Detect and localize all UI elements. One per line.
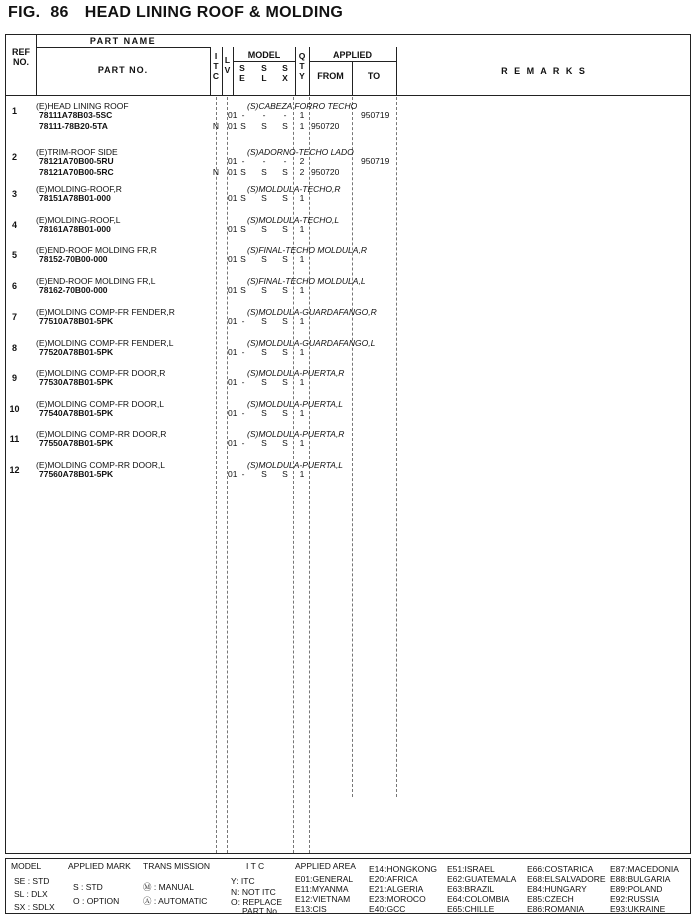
part-name-english: (E)MOLDING COMP-FR FENDER,L xyxy=(36,338,174,348)
part-name-spanish: (S)MOLDULA-GUARDAFANGO,R xyxy=(247,307,377,317)
level-value: 01 xyxy=(228,469,238,479)
model-sl-mark: S xyxy=(261,254,267,264)
model-sl-mark: S xyxy=(261,438,267,448)
quantity: 1 xyxy=(299,110,305,120)
model-sx-mark: S xyxy=(282,377,288,387)
ref-number: 10 xyxy=(9,404,20,414)
part-name-spanish: (S)FINAL-TECHO MOLDULA,R xyxy=(247,245,367,255)
model-sl-mark: S xyxy=(261,347,267,357)
legend-area-e40: E40:GCC xyxy=(369,904,406,914)
applied-from: 950720 xyxy=(311,167,340,177)
legend-sx: SX : SDLX xyxy=(14,902,55,912)
applied-header: APPLIED xyxy=(332,50,372,60)
model-sl-mark: - xyxy=(262,156,266,166)
model-sl-mark: S xyxy=(261,167,267,177)
part-name-english: (E)MOLDING COMP-FR FENDER,R xyxy=(36,307,175,317)
part-number: 78121A70B00-5RC xyxy=(39,167,114,177)
part-name-english: (E)MOLDING COMP-RR DOOR,R xyxy=(36,429,167,439)
legend-area-e12: E12:VIETNAM xyxy=(295,894,351,904)
legend-area-e01: E01:GENERAL xyxy=(295,874,354,884)
model-se-mark: - xyxy=(241,408,245,418)
part-row xyxy=(6,147,692,178)
part-name-header: PART NAME xyxy=(89,36,157,46)
part-row xyxy=(6,429,692,460)
part-name-english: (E)END-ROOF MOLDING FR,R xyxy=(36,245,157,255)
lv-header: L V xyxy=(224,55,231,75)
model-se-mark: - xyxy=(241,156,245,166)
quantity: 1 xyxy=(299,347,305,357)
remarks-header: R E M A R K S xyxy=(501,66,587,76)
legend-automatic: Ⓐ : AUTOMATIC xyxy=(143,896,208,906)
part-number: 78162-70B00-000 xyxy=(39,285,108,295)
ref-number: 11 xyxy=(9,434,20,444)
model-sx-mark: S xyxy=(282,408,288,418)
parts-table xyxy=(5,34,691,854)
model-sl-mark: S xyxy=(261,408,267,418)
header-divider xyxy=(36,47,210,48)
model-sl-mark: S xyxy=(261,316,267,326)
model-se-mark: S xyxy=(240,254,246,264)
part-number: 78111-78B20-5TA xyxy=(39,121,108,131)
legend-area-e51: E51:ISRAEL xyxy=(447,864,495,874)
model-sx-mark: S xyxy=(282,121,288,131)
ref-number: 7 xyxy=(11,312,17,322)
model-se-header: S E xyxy=(239,63,245,83)
level-value: 01 xyxy=(228,110,238,120)
part-number: 78161A78B01-000 xyxy=(39,224,111,234)
part-no-header: PART NO. xyxy=(97,65,149,75)
model-sx-mark: S xyxy=(282,167,288,177)
part-number: 78151A78B01-000 xyxy=(39,193,111,203)
model-se-mark: S xyxy=(240,193,246,203)
model-se-mark: - xyxy=(241,469,245,479)
ref-no-header: REF NO. xyxy=(12,47,30,67)
model-se-mark: S xyxy=(240,224,246,234)
qty-header: Q T Y xyxy=(298,51,306,81)
model-sx-header: S X xyxy=(282,63,288,83)
quantity: 1 xyxy=(299,285,305,295)
part-row xyxy=(6,460,692,491)
part-number: 77530A78B01-5PK xyxy=(39,377,114,387)
part-row xyxy=(6,101,692,132)
part-name-spanish: (S)MOLDULA-TECHO,R xyxy=(247,184,341,194)
quantity: 1 xyxy=(299,316,305,326)
legend-area-e92: E92:RUSSIA xyxy=(610,894,660,904)
part-number: 78152-70B00-000 xyxy=(39,254,108,264)
legend-area-e65: E65:CHILLE xyxy=(447,904,495,914)
model-sx-mark: S xyxy=(282,438,288,448)
legend-area-e93: E93:UKRAINE xyxy=(610,904,666,914)
legend-applied-mark-header: APPLIED MARK xyxy=(68,861,131,871)
ref-number: 12 xyxy=(9,465,20,475)
part-name-spanish: (S)CABEZA FORRO TECHO xyxy=(247,101,358,111)
part-number: 78121A70B00-5RU xyxy=(39,156,114,166)
part-name-english: (E)MOLDING COMP-FR DOOR,R xyxy=(36,368,166,378)
legend-area-e20: E20:AFRICA xyxy=(369,874,418,884)
legend-model-header: MODEL xyxy=(11,861,42,871)
level-value: 01 xyxy=(228,254,238,264)
model-sl-mark: S xyxy=(261,224,267,234)
part-name-spanish: (S)MOLDULA-PUERTA,L xyxy=(247,460,344,470)
applied-to: 950719 xyxy=(361,110,390,120)
applied-from: 950720 xyxy=(311,121,340,131)
model-sx-mark: - xyxy=(283,110,287,120)
model-sx-mark: S xyxy=(282,347,288,357)
ref-number: 4 xyxy=(11,220,17,230)
part-number: 77560A78B01-5PK xyxy=(39,469,114,479)
part-name-spanish: (S)MOLDULA-TECHO,L xyxy=(247,215,340,225)
part-name-english: (E)END-ROOF MOLDING FR,L xyxy=(36,276,156,286)
level-value: 01 xyxy=(228,193,238,203)
part-row xyxy=(6,338,692,369)
model-se-mark: - xyxy=(241,438,245,448)
legend-manual: Ⓜ : MANUAL xyxy=(143,882,195,892)
legend-area-e13: E13:CIS xyxy=(295,904,327,914)
legend-area-e87: E87:MACEDONIA xyxy=(610,864,679,874)
level-value: 01 xyxy=(228,167,238,177)
level-value: 01 xyxy=(228,156,238,166)
level-value: 01 xyxy=(228,347,238,357)
quantity: 1 xyxy=(299,408,305,418)
legend-part-no: PART No. xyxy=(242,906,280,916)
legend-area-e63: E63:BRAZIL xyxy=(447,884,495,894)
model-se-mark: S xyxy=(240,285,246,295)
legend-n-not-itc: N: NOT ITC xyxy=(231,887,276,897)
level-value: 01 xyxy=(228,377,238,387)
model-sx-mark: S xyxy=(282,469,288,479)
model-sx-mark: S xyxy=(282,316,288,326)
quantity: 1 xyxy=(299,377,305,387)
quantity: 1 xyxy=(299,438,305,448)
legend-area-header: APPLIED AREA xyxy=(295,861,356,871)
part-row xyxy=(6,215,692,246)
legend-area-e85: E85:CZECH xyxy=(527,894,574,904)
part-row xyxy=(6,276,692,307)
model-sx-mark: - xyxy=(283,156,287,166)
model-divider xyxy=(233,61,295,62)
quantity: 1 xyxy=(299,469,305,479)
model-sx-mark: S xyxy=(282,254,288,264)
level-value: 01 xyxy=(228,285,238,295)
applied-to: 950719 xyxy=(361,156,390,166)
quantity: 1 xyxy=(299,224,305,234)
level-value: 01 xyxy=(228,316,238,326)
part-row xyxy=(6,245,692,276)
legend-area-e11: E11:MYANMA xyxy=(295,884,349,894)
legend-se: SE : STD xyxy=(14,876,50,886)
level-value: 01 xyxy=(228,408,238,418)
level-value: 01 xyxy=(228,121,238,131)
quantity: 2 xyxy=(299,156,305,166)
model-sx-mark: S xyxy=(282,193,288,203)
part-name-english: (E)MOLDING COMP-RR DOOR,L xyxy=(36,460,165,470)
model-sl-header: S L xyxy=(261,63,267,83)
legend-trans-header: TRANS MISSION xyxy=(143,861,211,871)
itc-mark: N xyxy=(212,121,220,131)
part-name-english: (E)MOLDING-ROOF,R xyxy=(36,184,122,194)
legend-s-std: S : STD xyxy=(73,882,103,892)
model-se-mark: - xyxy=(241,347,245,357)
ref-number: 9 xyxy=(11,373,17,383)
from-header: FROM xyxy=(317,71,344,81)
model-sl-mark: S xyxy=(261,121,267,131)
part-name-spanish: (S)ADORNO-TECHO LADO xyxy=(247,147,354,157)
model-sl-mark: S xyxy=(261,377,267,387)
quantity: 1 xyxy=(299,121,305,131)
model-sl-mark: - xyxy=(262,110,266,120)
part-name-english: (E)MOLDING COMP-FR DOOR,L xyxy=(36,399,164,409)
quantity: 2 xyxy=(299,167,305,177)
legend-o-option: O : OPTION xyxy=(73,896,120,906)
part-number: 77540A78B01-5PK xyxy=(39,408,114,418)
figure-title xyxy=(8,4,343,22)
legend-sl: SL : DLX xyxy=(14,889,48,899)
ref-number: 3 xyxy=(11,189,17,199)
ref-number: 5 xyxy=(11,250,17,260)
legend-area-e86: E86:ROMANIA xyxy=(527,904,585,914)
model-sl-mark: S xyxy=(261,285,267,295)
legend-area-e23: E23:MOROCO xyxy=(369,894,426,904)
part-name-english: (E)HEAD LINING ROOF xyxy=(36,101,129,111)
part-name-spanish: (S)MOLDULA-PUERTA,L xyxy=(247,399,344,409)
model-sx-mark: S xyxy=(282,285,288,295)
quantity: 1 xyxy=(299,193,305,203)
itc-mark: N xyxy=(212,167,220,177)
figure-title-text: HEAD LINING ROOF & MOLDING xyxy=(84,4,344,21)
legend-area-e88: E88:BULGARIA xyxy=(610,874,671,884)
legend-area-e84: E84:HUNGARY xyxy=(527,884,587,894)
part-number: 77520A78B01-5PK xyxy=(39,347,114,357)
part-name-english: (E)MOLDING-ROOF,L xyxy=(36,215,121,225)
model-sx-mark: S xyxy=(282,224,288,234)
part-name-english: (E)TRIM-ROOF SIDE xyxy=(36,147,118,157)
legend-o-replace: O: REPLACE xyxy=(231,897,283,907)
part-row xyxy=(6,368,692,399)
legend-area-e68: E68:ELSALVADORE xyxy=(527,874,606,884)
legend-area-e21: E21:ALGERIA xyxy=(369,884,424,894)
ref-number: 2 xyxy=(11,152,17,162)
legend-area-e64: E64:COLOMBIA xyxy=(447,894,510,904)
part-name-spanish: (S)MOLDULA-GUARDAFANGO,L xyxy=(247,338,376,348)
itc-header: I T C xyxy=(212,51,220,81)
quantity: 1 xyxy=(299,254,305,264)
legend-box xyxy=(5,858,691,914)
legend-area-e62: E62:GUATEMALA xyxy=(447,874,517,884)
model-se-mark: - xyxy=(241,316,245,326)
part-number: 77550A78B01-5PK xyxy=(39,438,114,448)
model-se-mark: - xyxy=(241,377,245,387)
figure-label: FIG. xyxy=(8,4,41,21)
part-name-spanish: (S)FINAL-TECHO MOLDULA,L xyxy=(247,276,366,286)
header-bottom-rule xyxy=(6,95,691,96)
part-name-spanish: (S)MOLDULA-PUERTA,R xyxy=(247,368,345,378)
model-sl-mark: S xyxy=(261,193,267,203)
legend-area-e89: E89:POLAND xyxy=(610,884,663,894)
model-se-mark: - xyxy=(241,110,245,120)
ref-number: 8 xyxy=(11,343,17,353)
ref-number: 1 xyxy=(11,106,17,116)
legend-itc-header: I T C xyxy=(246,861,265,871)
legend-y-itc: Y: ITC xyxy=(231,876,255,886)
part-number: 78111A78B03-5SC xyxy=(39,110,113,120)
level-value: 01 xyxy=(228,438,238,448)
ref-number: 6 xyxy=(11,281,17,291)
legend-area-e14: E14:HONGKONG xyxy=(369,864,438,874)
level-value: 01 xyxy=(228,224,238,234)
legend-area-e66: E66:COSTARICA xyxy=(527,864,594,874)
part-row xyxy=(6,307,692,338)
model-se-mark: S xyxy=(240,167,246,177)
figure-number: 86 xyxy=(50,4,69,21)
part-row xyxy=(6,399,692,430)
model-sl-mark: S xyxy=(261,469,267,479)
model-se-mark: S xyxy=(240,121,246,131)
part-name-spanish: (S)MOLDULA-PUERTA,R xyxy=(247,429,345,439)
part-number: 77510A78B01-5PK xyxy=(39,316,114,326)
model-header: MODEL xyxy=(247,50,281,60)
to-header: TO xyxy=(367,71,381,81)
part-row xyxy=(6,184,692,215)
